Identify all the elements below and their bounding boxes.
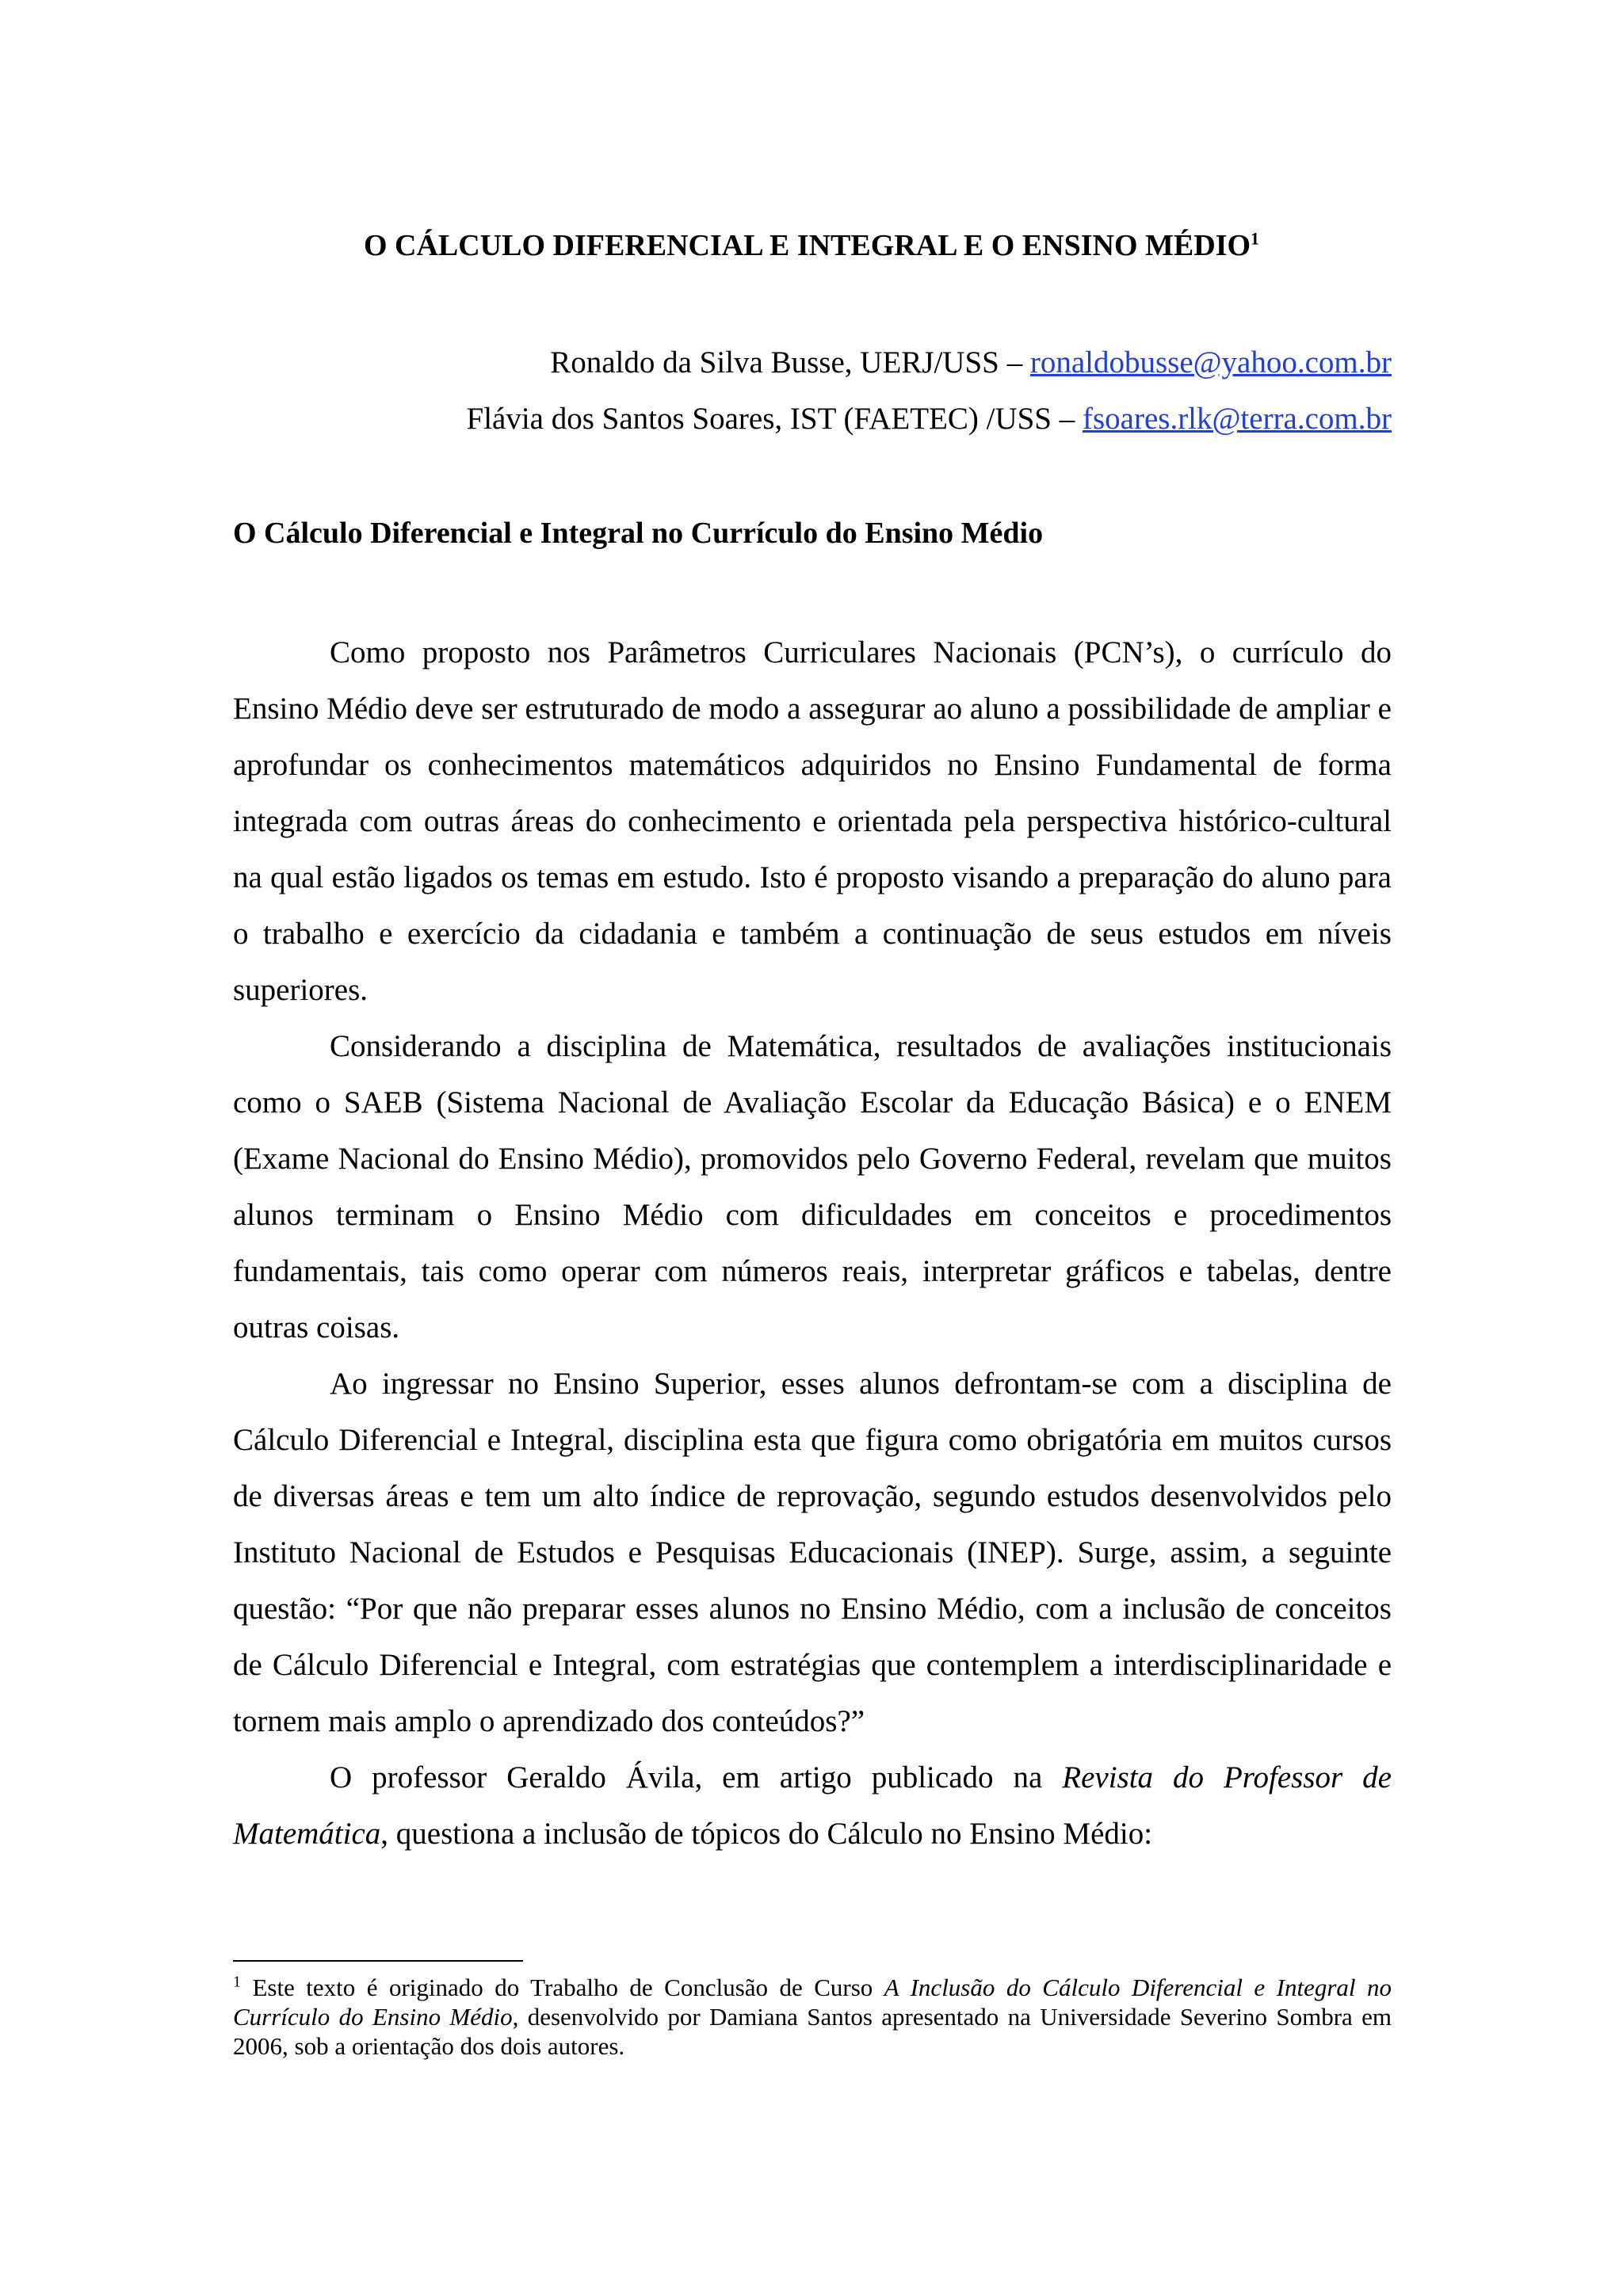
paragraph-3: Ao ingressar no Ensino Superior, esses alunos defrontam-se com a disciplina de Cálculo Diferencial e Integral, disciplina esta que figura como obrigatória em muitos cursos de diversas áreas e tem um alto índice de reprovação, segundo estudos desenvolvidos pelo Instituto Nacional de Estudos e Pesquisas Educacionais (INEP). Surge, assim, a seguinte questão: “Por que não preparar esses alunos no Ensino Médio, com a inclusão de conceitos de Cálculo Diferencial e Integral, com estratégias que contemplem a interdisciplinaridade e tornem mais amplo o aprendizado dos conteúdos?” (233, 1367, 1392, 1738)
author-line-1 (550, 345, 1392, 381)
footnote (233, 1973, 1392, 2061)
journal-title: Revista do Professor de Matemática (233, 1760, 1392, 1851)
paragraph-1: Como proposto nos Parâmetros Curriculares Nacionais (PCN’s), o currículo do Ensino Médio deve ser estruturado de modo a assegurar ao aluno a possibilidade de ampliar e aprofundar os conhecimentos matemáticos adquiridos no Ensino Fundamental de forma integrada com outras áreas do conhecimento e orientada pela perspectiva histórico-cultural na qual estão ligados os temas em estudo. Isto é proposto visando a preparação do aluno para o trabalho e exercício da cidadania e também a continuação de seus estudos em níveis superiores. (233, 635, 1392, 1007)
footnote-work-title: A Inclusão do Cálculo Diferencial e Integral no Currículo do Ensino Médio (233, 1974, 1392, 2031)
footnote-text-start: Este texto é originado do Trabalho de Conclusão de Curso (241, 1974, 884, 2001)
footnote-separator (233, 1960, 523, 1962)
footnote-text-end: , desenvolvido por Damiana Santos apresentado na Universidade Severino Sombra em 2006, sob a orientação dos dois autores. (233, 2003, 1392, 2060)
paragraph-4-text-end: , questiona a inclusão de tópicos do Cálculo no Ensino Médio: (380, 1817, 1153, 1851)
paragraph-4-text-start: O professor Geraldo Ávila, em artigo publicado na (330, 1760, 1063, 1794)
paragraph-4 (233, 1749, 1392, 1862)
title-footnote-mark[interactable]: 1 (1251, 228, 1260, 249)
author-1-affiliation: Ronaldo da Silva Busse, UERJ/USS – (550, 345, 1030, 379)
author-2-affiliation: Flávia dos Santos Soares, IST (FAETEC) /USS – (466, 402, 1083, 436)
paragraph-2: Considerando a disciplina de Matemática, resultados de avaliações institucionais como o SAEB (Sistema Nacional de Avaliação Escolar da Educação Básica) e o ENEM (Exame Nacional do Ensino Médio), promovidos pelo Governo Federal, revelam que muitos alunos terminam o Ensino Médio com dificuldades em conceitos e procedimentos fundamentais, tais como operar com números reais, interpretar gráficos e tabelas, dentre outras coisas. (233, 1029, 1392, 1344)
document-title-text: O CÁLCULO DIFERENCIAL E INTEGRAL E O ENSINO MÉDIO (363, 229, 1251, 262)
section-heading: O Cálculo Diferencial e Integral no Currículo do Ensino Médio (233, 517, 1044, 550)
footnote-mark: 1 (233, 1973, 241, 1991)
body-text (233, 624, 1392, 1862)
author-2-email-link[interactable]: fsoares.rlk@terra.com.br (1083, 402, 1392, 436)
document-title (233, 228, 1390, 263)
author-line-2 (467, 401, 1392, 437)
author-1-email-link[interactable]: ronaldobusse@yahoo.com.br (1029, 345, 1392, 379)
